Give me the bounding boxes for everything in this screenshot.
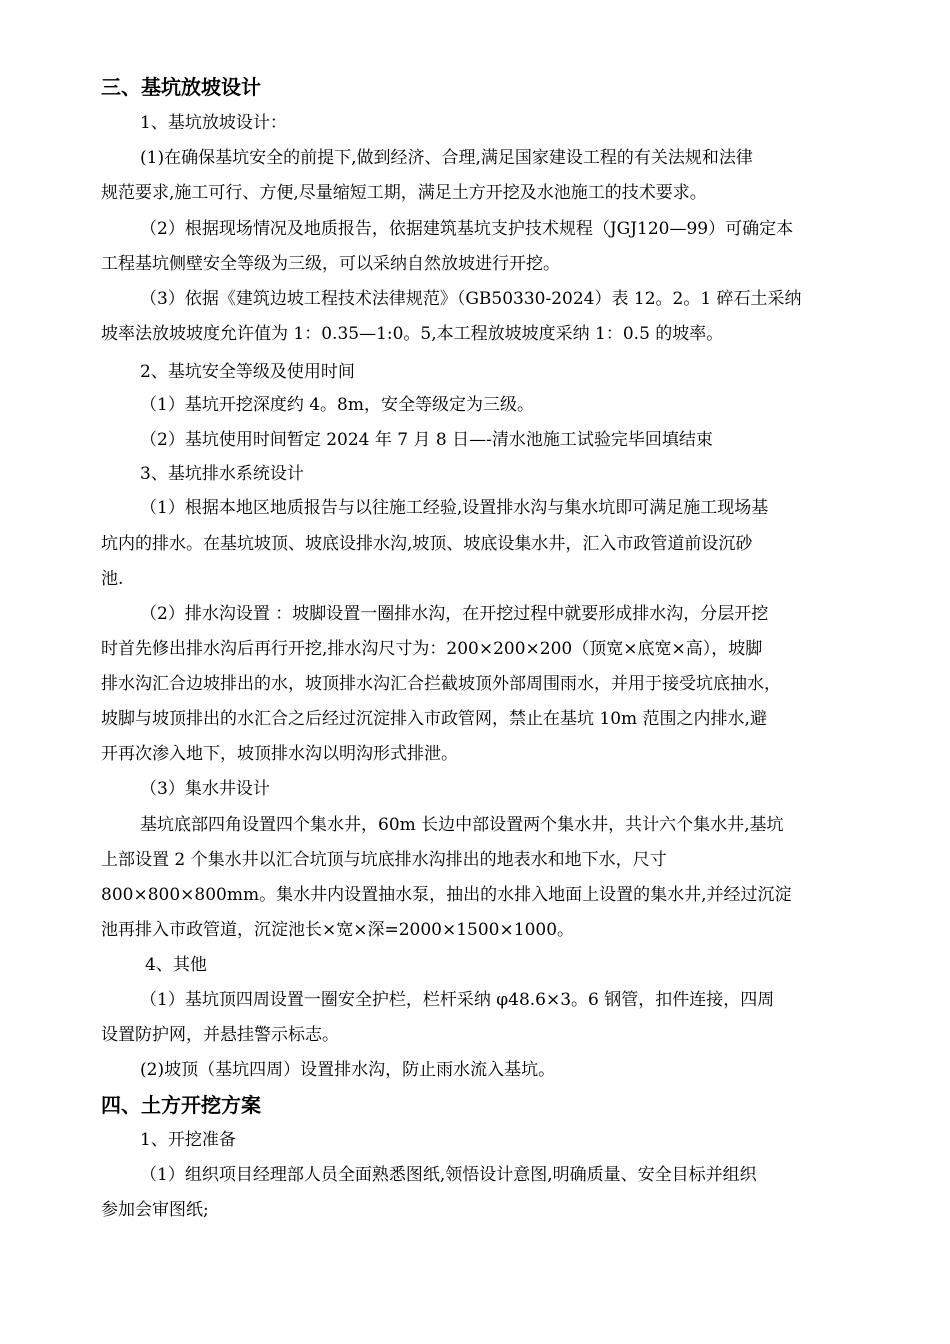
paragraph-line: 坡率法放坡坡度允许值为 1：0.35—1:0。5,本工程放坡坡度采纳 1：0.5 的坡率。 (101, 324, 724, 344)
paragraph-line: 时首先修出排水沟后再行开挖,排水沟尺寸为：200×200×200（顶宽×底宽×高），坡脚 (101, 639, 763, 659)
paragraph-line: 排水沟汇合边坡排出的水，坡顶排水沟汇合拦截坡顶外部周围雨水，并用于接受坑底抽水， (101, 674, 781, 694)
subsection-2-title: 2、基坑安全等级及使用时间 (140, 362, 355, 382)
paragraph-line: （1）基坑开挖深度约 4。8m，安全等级定为三级。 (140, 395, 534, 415)
paragraph-line: （1）基坑顶四周设置一圈安全护栏，栏杆采纳 φ48.6×3。6 钢管，扣件连接，四周 (140, 990, 775, 1010)
paragraph-line: （2）根据现场情况及地质报告，依据建筑基坑支护技术规程（JGJ120—99）可确定本 (140, 219, 794, 239)
paragraph-line: 坑内的排水。在基坑坡顶、坡底设排水沟,坡顶、坡底设集水井，汇入市政管道前设沉砂 (101, 534, 753, 554)
subsection-3-3-title: （3）集水井设计 (140, 779, 270, 799)
paragraph-line: (2)坡顶（基坑四周）设置排水沟，防止雨水流入基坑。 (140, 1060, 556, 1080)
section-3-heading: 三、基坑放坡设计 (101, 75, 261, 99)
subsection-1-title: 1、开挖准备 (140, 1130, 236, 1150)
paragraph-line: 基坑底部四角设置四个集水井，60m 长边中部设置两个集水井，共计六个集水井,基坑 (140, 815, 784, 835)
section-4-heading: 四、土方开挖方案 (101, 1093, 261, 1117)
paragraph-line: 800×800×800mm。集水井内设置抽水泵，抽出的水排入地面上设置的集水井,并经过沉淀 (101, 885, 792, 905)
paragraph-line: （1）根据本地区地质报告与以往施工经验,设置排水沟与集水坑即可满足施工现场基 (140, 498, 769, 518)
paragraph-line: 工程基坑侧壁安全等级为三级，可以采纳自然放坡进行开挖。 (101, 254, 560, 274)
paragraph-line: 参加会审图纸; (101, 1200, 209, 1220)
paragraph-line: （3）依据《建筑边坡工程技术法律规范》（GB50330-2024）表 12。2。1 碎石土采纳 (140, 289, 802, 309)
subsection-3-title: 3、基坑排水系统设计 (140, 464, 304, 484)
paragraph-line: 上部设置 2 个集水井以汇合坑顶与坑底排水沟排出的地表水和地下水，尺寸 (101, 850, 667, 870)
paragraph-line: (1)在确保基坑安全的前提下,做到经济、合理,满足国家建设工程的有关法规和法律 (140, 148, 753, 168)
paragraph-line: 设置防护网，并悬挂警示标志。 (101, 1025, 339, 1045)
subsection-1-title: 1、基坑放坡设计： (140, 113, 287, 133)
paragraph-line: （2）基坑使用时间暂定 2024 年 7 月 8 日—-清水池施工试验完毕回填结束 (140, 430, 713, 450)
paragraph-line: （1）组织项目经理部人员全面熟悉图纸,领悟设计意图,明确质量、安全目标并组织 (140, 1165, 757, 1185)
paragraph-line: 池再排入市政管道，沉淀池长×宽×深=2000×1500×1000。 (101, 920, 575, 940)
paragraph-line: （2）排水沟设置 ：坡脚设置一圈排水沟，在开挖过程中就要形成排水沟，分层开挖 (140, 604, 769, 624)
paragraph-line: 规范要求,施工可行、方便,尽量缩短工期，满足土方开挖及水池施工的技术要求。 (101, 183, 707, 203)
paragraph-line: 开再次渗入地下，坡顶排水沟以明沟形式排泄。 (101, 744, 458, 764)
paragraph-line: 坡脚与坡顶排出的水汇合之后经过沉淀排入市政管网，禁止在基坑 10m 范围之内排水,避 (101, 709, 767, 729)
paragraph-line: 池. (101, 569, 124, 589)
subsection-4-title: 4、其他 (145, 955, 207, 975)
